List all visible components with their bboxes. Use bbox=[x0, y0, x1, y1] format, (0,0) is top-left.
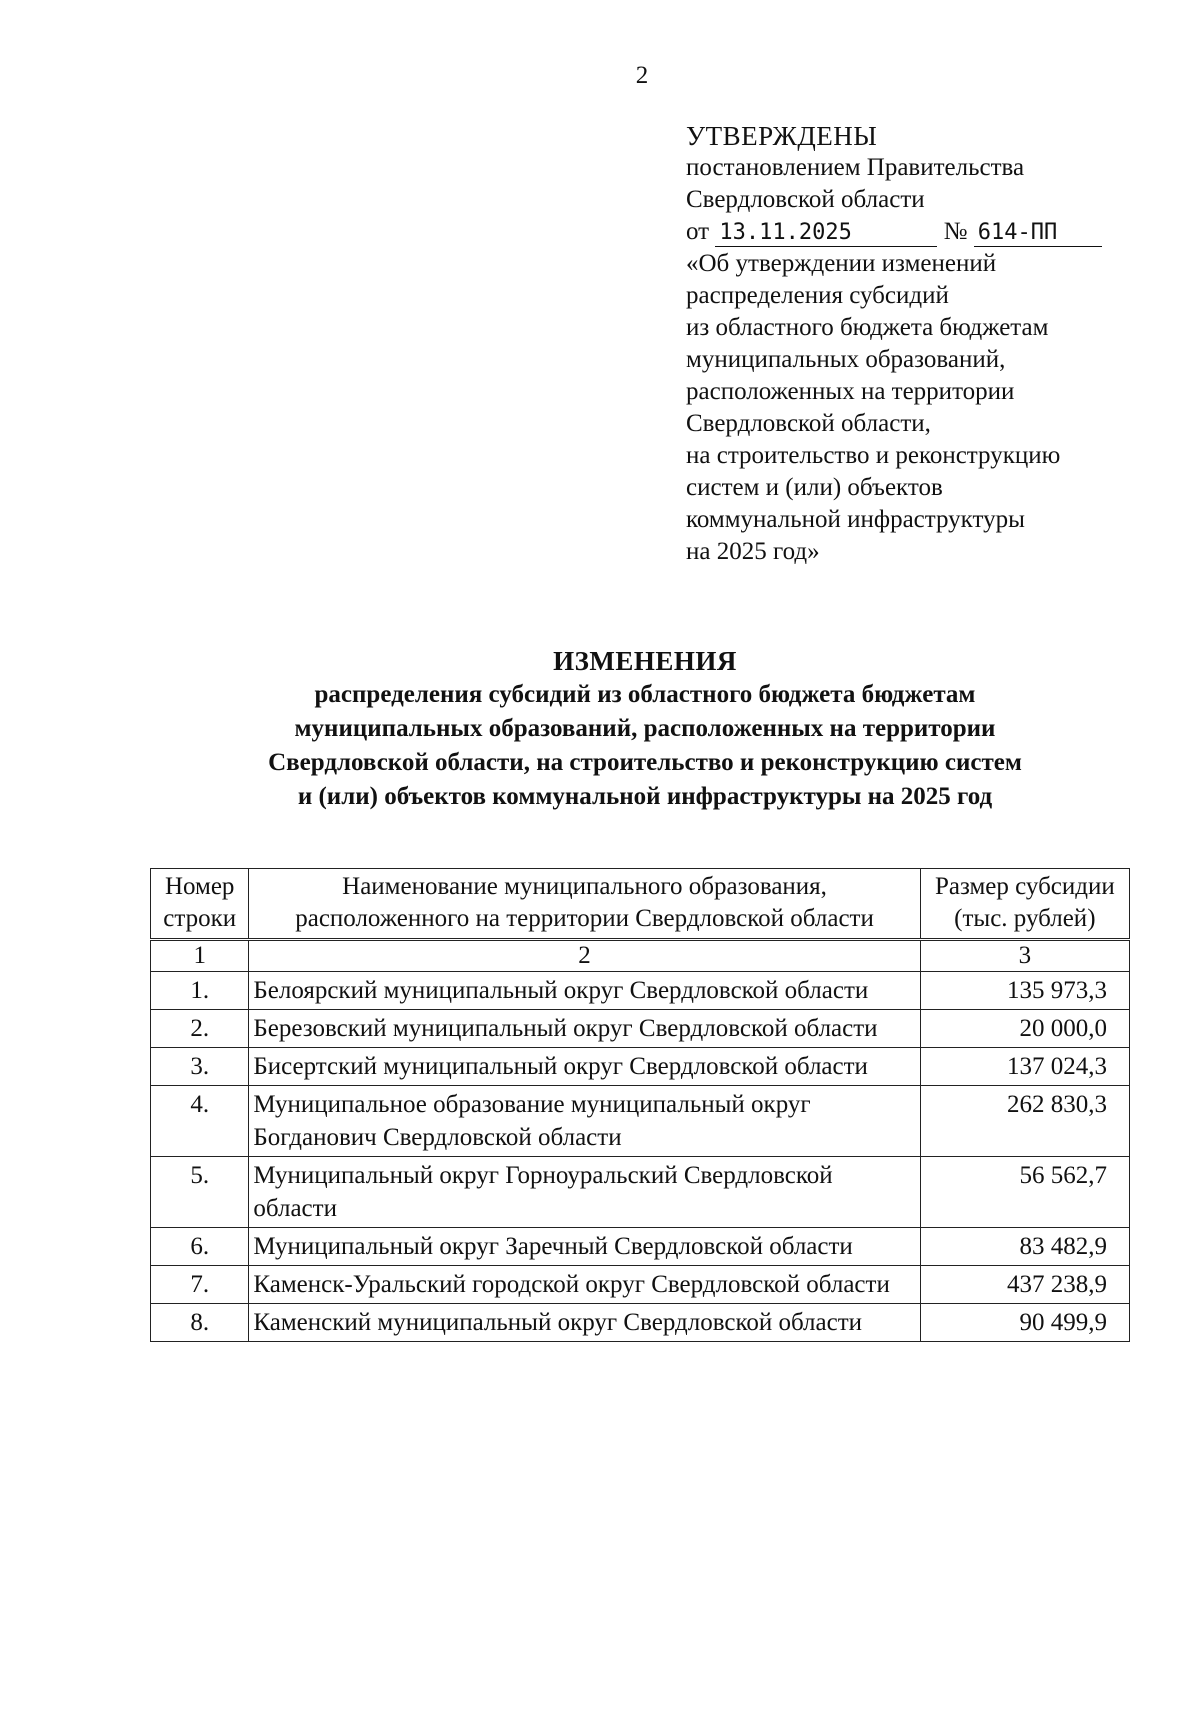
subsidy-table bbox=[150, 868, 1130, 1342]
row-number: 3. bbox=[151, 1048, 249, 1086]
table-row bbox=[151, 1304, 1130, 1342]
municipality-name: Муниципальный округ Заречный Свердловской области bbox=[249, 1228, 920, 1266]
municipality-name: Муниципальное образование муниципальный округ Богданович Свердловской области bbox=[249, 1086, 920, 1157]
resolution-number: 614-ПП bbox=[974, 220, 1102, 247]
municipality-name: Каменск-Уральский городской округ Свердловской области bbox=[249, 1266, 920, 1304]
row-number: 2. bbox=[151, 1010, 249, 1048]
table-row bbox=[151, 1086, 1130, 1157]
column-number: 1 bbox=[151, 940, 249, 972]
document-heading bbox=[150, 644, 1140, 814]
subsidy-amount: 90 499,9 bbox=[920, 1304, 1129, 1342]
heading-line: муниципальных образований, расположенных на территории bbox=[294, 715, 996, 742]
subsidy-amount: 56 562,7 bbox=[920, 1157, 1129, 1228]
approval-date-line bbox=[686, 216, 1156, 248]
subsidy-amount: 437 238,9 bbox=[920, 1266, 1129, 1304]
approval-title-line: коммунальной инфраструктуры bbox=[686, 506, 1025, 533]
approval-title-line: Свердловской области, bbox=[686, 410, 931, 437]
column-number: 2 bbox=[249, 940, 920, 972]
municipality-name: Белоярский муниципальный округ Свердловской области bbox=[249, 972, 920, 1010]
approval-title-line: из областного бюджета бюджетам bbox=[686, 314, 1049, 341]
approval-title-line: систем и (или) объектов bbox=[686, 474, 943, 501]
approval-title-line: «Об утверждении изменений bbox=[686, 250, 997, 277]
approval-line-1: постановлением Правительства bbox=[686, 154, 1025, 181]
table-row bbox=[151, 1266, 1130, 1304]
approval-line-2: Свердловской области bbox=[686, 186, 925, 213]
approval-title-line: расположенных на территории bbox=[686, 378, 1015, 405]
approval-title-line: на строительство и реконструкцию bbox=[686, 442, 1061, 469]
header-row-number: Номер строки bbox=[151, 869, 249, 940]
row-number: 7. bbox=[151, 1266, 249, 1304]
heading-line: распределения субсидий из областного бюджета бюджетам bbox=[314, 681, 976, 708]
subsidy-amount: 20 000,0 bbox=[920, 1010, 1129, 1048]
resolution-date: 13.11.2025 bbox=[715, 220, 937, 247]
subsidy-amount: 137 024,3 bbox=[920, 1048, 1129, 1086]
approval-title-line: муниципальных образований, bbox=[686, 346, 1006, 373]
table-row bbox=[151, 972, 1130, 1010]
subsidy-amount: 83 482,9 bbox=[920, 1228, 1129, 1266]
table-row bbox=[151, 1048, 1130, 1086]
approval-title-line: на 2025 год» bbox=[686, 538, 820, 565]
approval-stamp: УТВЕРЖДЕНЫ bbox=[686, 121, 878, 151]
municipality-name: Муниципальный округ Горноуральский Свердловской области bbox=[249, 1157, 920, 1228]
date-prefix: от bbox=[686, 218, 710, 245]
approval-block bbox=[686, 120, 1156, 568]
header-subsidy-amount: Размер субсидии (тыс. рублей) bbox=[920, 869, 1129, 940]
header-municipality: Наименование муниципального образования, расположенного на территории Свердловской области bbox=[249, 869, 920, 940]
subsidy-amount: 135 973,3 bbox=[920, 972, 1129, 1010]
table-row bbox=[151, 1228, 1130, 1266]
municipality-name: Березовский муниципальный округ Свердловской области bbox=[249, 1010, 920, 1048]
column-number: 3 bbox=[920, 940, 1129, 972]
heading-line: и (или) объектов коммунальной инфраструктуры на 2025 год bbox=[297, 783, 993, 810]
page-number: 2 bbox=[635, 62, 649, 89]
heading-line: Свердловской области, на строительство и реконструкцию систем bbox=[268, 749, 1022, 776]
heading-title: ИЗМЕНЕНИЯ bbox=[553, 646, 737, 676]
row-number: 6. bbox=[151, 1228, 249, 1266]
table-row bbox=[151, 1157, 1130, 1228]
column-number-row bbox=[151, 940, 1130, 972]
municipality-name: Каменский муниципальный округ Свердловской области bbox=[249, 1304, 920, 1342]
number-prefix: № bbox=[943, 218, 968, 245]
row-number: 5. bbox=[151, 1157, 249, 1228]
municipality-name: Бисертский муниципальный округ Свердловской области bbox=[249, 1048, 920, 1086]
table-header-row bbox=[151, 869, 1130, 940]
subsidy-amount: 262 830,3 bbox=[920, 1086, 1129, 1157]
approval-title-line: распределения субсидий bbox=[686, 282, 949, 309]
table-row bbox=[151, 1010, 1130, 1048]
row-number: 8. bbox=[151, 1304, 249, 1342]
row-number: 1. bbox=[151, 972, 249, 1010]
row-number: 4. bbox=[151, 1086, 249, 1157]
